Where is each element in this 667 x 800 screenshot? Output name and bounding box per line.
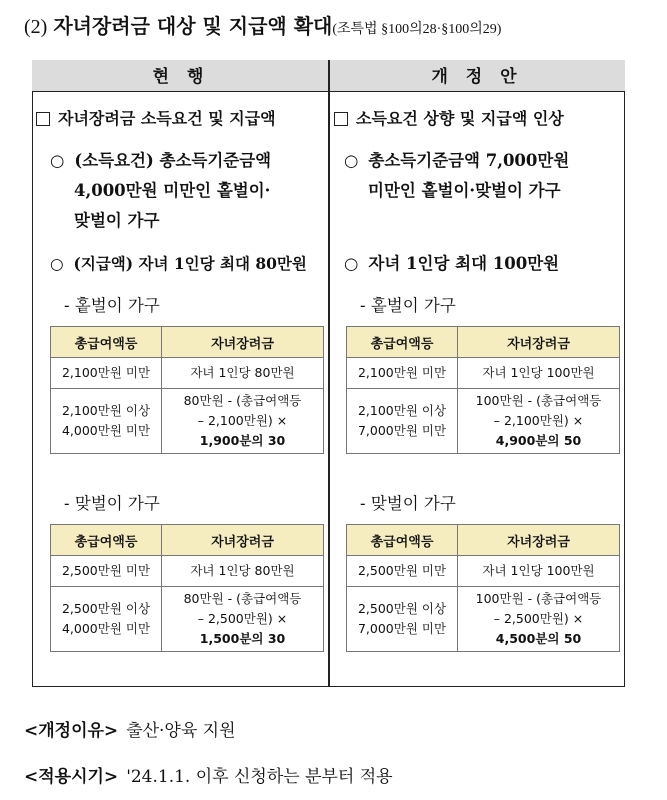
revision-reason bbox=[24, 716, 236, 741]
revised-dual-label: - 맞벌이 가구 bbox=[360, 494, 456, 513]
current-single-label: - 홑벌이 가구 bbox=[64, 296, 160, 315]
circle-bullet-icon: ○ bbox=[50, 151, 65, 170]
current-bullet-amount: ○ (지급액) 자녀 1인당 최대 80만원 bbox=[50, 254, 307, 273]
effective-date-text: '24.1.1. 이후 신청하는 분부터 적용 bbox=[126, 767, 393, 787]
section-title-text: 자녀장려금 대상 및 지급액 확대 bbox=[53, 14, 333, 38]
checkbox-square-icon bbox=[36, 112, 50, 126]
effective-date bbox=[24, 762, 393, 787]
checkbox-square-icon bbox=[334, 112, 348, 126]
current-bullet-income: ○ (소득요건) 총소득기준금액 4,000만원 미만인 홑벌이· 맞벌이 가구 bbox=[50, 151, 272, 230]
current-dual-label: - 맞벌이 가구 bbox=[64, 494, 160, 513]
revised-single-label: - 홑벌이 가구 bbox=[360, 296, 456, 315]
current-heading: 자녀장려금 소득요건 및 지급액 bbox=[36, 106, 276, 129]
circle-bullet-icon: ○ bbox=[344, 151, 359, 170]
circle-bullet-icon: ○ bbox=[344, 254, 359, 273]
current-single-table: 총급여액등 자녀장려금 2,100만원 미만 자녀 1인당 80만원 2,100만원 이상 4,000만원 미만 80만원 - (총급여액등 – 2,100만원) × 1,900분의 30 bbox=[50, 326, 324, 454]
revision-reason-text: 출산·양육 지원 bbox=[126, 721, 236, 741]
revision-reason-tag: <개정이유> bbox=[24, 721, 119, 741]
revised-heading: 소득요건 상향 및 지급액 인상 bbox=[334, 106, 564, 129]
column-divider bbox=[328, 60, 330, 687]
column-header-current: 현 행 bbox=[152, 67, 210, 87]
law-reference: (조특법 §100의28·§100의29) bbox=[332, 22, 502, 37]
effective-date-tag: <적용시기> bbox=[24, 767, 119, 787]
revised-dual-table: 총급여액등 자녀장려금 2,500만원 미만 자녀 1인당 100만원 2,500만원 이상 7,000만원 미만 100만원 - (총급여액등 – 2,500만원) × 4,500분의 50 bbox=[346, 524, 620, 652]
section-title bbox=[24, 10, 501, 39]
revised-bullet-income: ○ 총소득기준금액 7,000만원 미만인 홑벌이·맞벌이 가구 bbox=[344, 151, 570, 200]
section-number: (2) bbox=[24, 16, 48, 38]
circle-bullet-icon: ○ bbox=[50, 255, 64, 273]
revised-single-table: 총급여액등 자녀장려금 2,100만원 미만 자녀 1인당 100만원 2,100만원 이상 7,000만원 미만 100만원 - (총급여액등 – 2,100만원) × 4,900분의 50 bbox=[346, 326, 620, 454]
current-dual-table: 총급여액등 자녀장려금 2,500만원 미만 자녀 1인당 80만원 2,500만원 이상 4,000만원 미만 80만원 - (총급여액등 – 2,500만원) × 1,500분의 30 bbox=[50, 524, 324, 652]
revised-bullet-amount: ○ 자녀 1인당 최대 100만원 bbox=[344, 254, 560, 273]
column-header-revised: 개 정 안 bbox=[431, 67, 523, 87]
